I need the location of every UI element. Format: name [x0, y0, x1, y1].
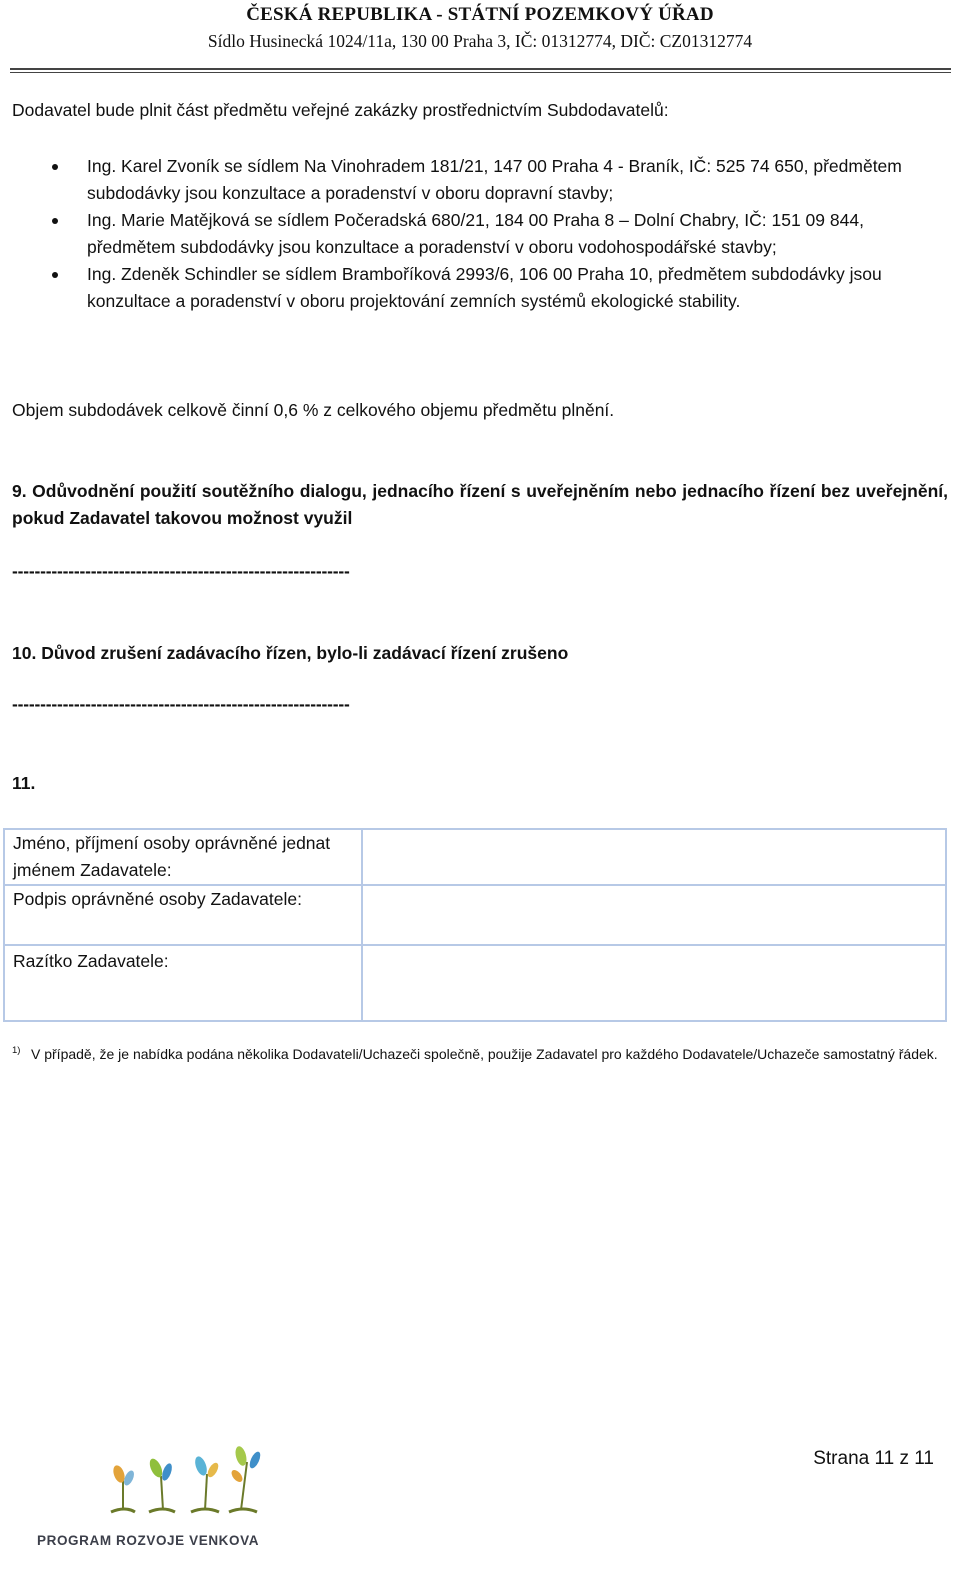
list-item	[0, 207, 960, 261]
list-item	[0, 153, 960, 207]
bullet-icon	[52, 218, 58, 224]
bullet-icon	[52, 272, 58, 278]
logo-text: PROGRAM ROZVOJE VENKOVA	[37, 1533, 260, 1548]
signature-value-cell[interactable]	[362, 885, 946, 945]
list-item	[0, 261, 960, 315]
footnote-text: V případě, že je nabídka podána několika Dodavateli/Uchazeči společně, použije Zadavatel pro každého Dodavatele/Uchazeče samostatný řádek.	[31, 1046, 938, 1062]
list-item-text: Ing. Karel Zvoník se sídlem Na Vinohradem 181/21, 147 00 Praha 4 - Braník, IČ: 525 74 650, předmětem subdodávky jsou konzultace a poradenství v oboru dopravní stavby;	[87, 156, 902, 203]
section-10-dashes: ------------------------------------------------------------	[12, 694, 350, 714]
page-number: Strana 11 z 11	[813, 1448, 934, 1469]
list-item-text: Ing. Zdeněk Schindler se sídlem Bramboříková 2993/6, 106 00 Praha 10, předmětem subdodávky jsou konzultace a poradenství v oboru projektování zemních systémů ekologické stability.	[87, 264, 882, 311]
header-divider	[10, 68, 951, 73]
table-row	[4, 829, 946, 885]
subcontractor-list	[0, 153, 960, 315]
program-logo-icon	[15, 1446, 285, 1586]
table-row	[4, 945, 946, 1021]
stamp-label-cell	[4, 945, 362, 1021]
name-label: Jméno, příjmení osoby oprávněné jednat jménem Zadavatele:	[13, 833, 331, 880]
footnote-mark: 1)	[12, 1045, 21, 1056]
section-9-dashes: ------------------------------------------------------------	[12, 561, 350, 581]
list-item-text: Ing. Marie Matějková se sídlem Počeradská 680/21, 184 00 Praha 8 – Dolní Chabry, IČ: 151 09 844, předmětem subdodávky jsou konzultace a poradenství v oboru vodohospodářské stavby;	[87, 210, 864, 257]
bullet-icon	[52, 164, 58, 170]
header-address: Sídlo Husinecká 1024/11a, 130 00 Praha 3, IČ: 01312774, DIČ: CZ01312774	[207, 31, 753, 51]
section-9-heading: 9. Odůvodnění použití soutěžního dialogu, jednacího řízení s uveřejněním nebo jednacího řízení bez uveřejnění, pokud Zadavatel takovou možnost využil	[12, 481, 948, 528]
signature-table	[3, 828, 947, 1022]
table-row	[4, 885, 946, 945]
footnote	[12, 1043, 938, 1065]
header-title: ČESKÁ REPUBLIKA - STÁTNÍ POZEMKOVÝ ÚŘAD	[246, 4, 714, 25]
volume-text: Objem subdodávek celkově činní 0,6 % z celkového objemu předmětu plnění.	[12, 400, 615, 420]
stamp-label: Razítko Zadavatele:	[13, 951, 169, 971]
stamp-value-cell[interactable]	[362, 945, 946, 1021]
intro-text: Dodavatel bude plnit část předmětu veřejné zakázky prostřednictvím Subdodavatelů:	[12, 100, 669, 120]
name-label-cell	[4, 829, 362, 885]
signature-label: Podpis oprávněné osoby Zadavatele:	[13, 889, 302, 909]
name-value-cell[interactable]	[362, 829, 946, 885]
section-11-heading: 11.	[12, 773, 36, 793]
signature-label-cell	[4, 885, 362, 945]
section-10-heading: 10. Důvod zrušení zadávacího řízen, bylo-li zadávací řízení zrušeno	[12, 643, 569, 663]
